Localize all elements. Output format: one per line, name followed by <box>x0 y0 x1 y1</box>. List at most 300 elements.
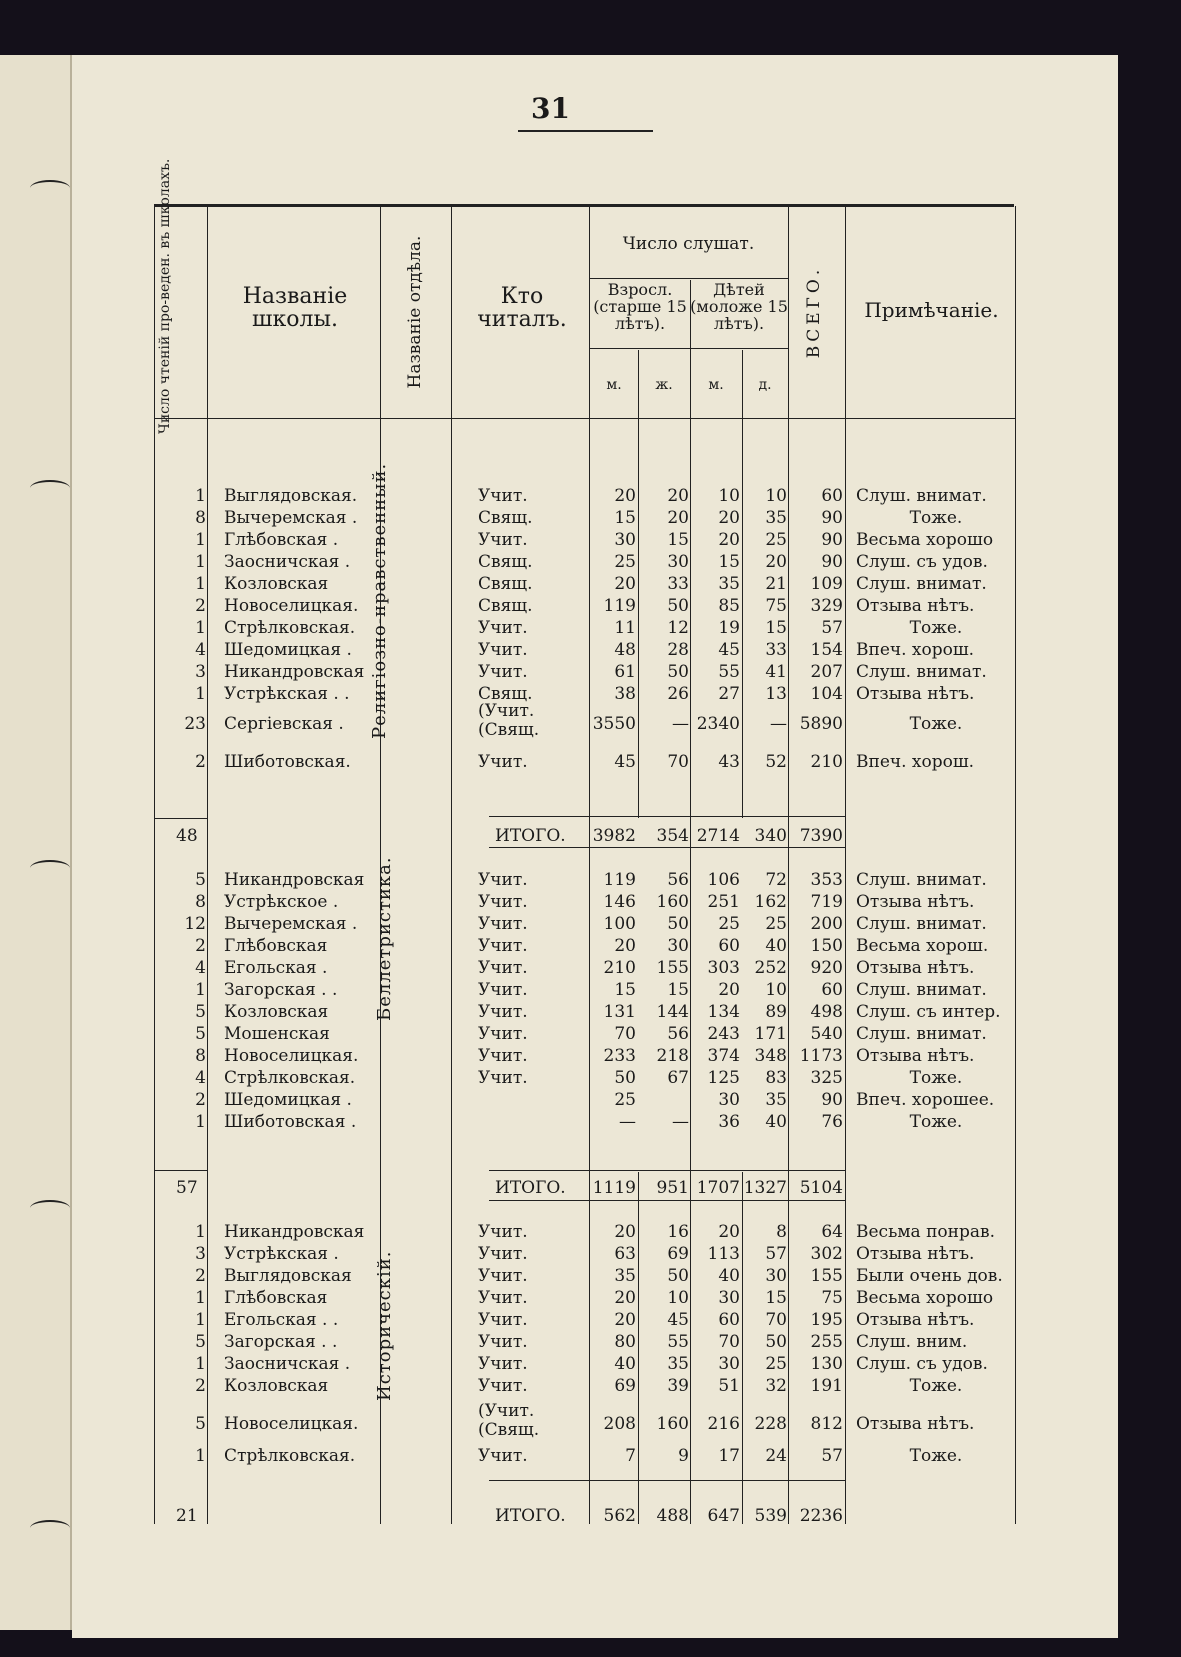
cell-reader: Учит. <box>478 1332 528 1352</box>
cell-total: 920 <box>810 958 843 978</box>
cell-note: Слуш. внимат. <box>856 486 987 506</box>
cell-children-boys: 251 <box>707 892 740 912</box>
cell-children-girls: 25 <box>765 914 787 934</box>
cell-note: Впеч. хорош. <box>856 640 975 660</box>
table-row <box>0 1310 1181 1334</box>
cell-school-name: Никандровская <box>224 662 365 682</box>
table-row <box>0 1068 1181 1092</box>
cell-reader: Учит. <box>478 1266 528 1286</box>
cell-total-label: ИТОГО. <box>495 1178 566 1198</box>
cell-children-girls: 35 <box>765 1090 787 1110</box>
cell-reader: Учит. <box>478 892 528 912</box>
cell-reader: (Учит. (Свящ. <box>478 1401 540 1440</box>
header-school-name: Названіе школы. <box>242 284 348 333</box>
cell-children-girls: 10 <box>765 980 787 1000</box>
cell-reader: Учит. <box>478 618 528 638</box>
cell-note: Отзыва нѣтъ. <box>856 596 975 616</box>
cell-adult-men: 100 <box>603 914 636 934</box>
cell-reader: Учит. <box>478 1046 528 1066</box>
cell-adult-men: 69 <box>614 1376 636 1396</box>
cell-adult-women: — <box>672 1112 689 1132</box>
cell-adult-women: 50 <box>667 914 689 934</box>
cell-reader: Учит. <box>478 958 528 978</box>
header-child-m: м. <box>708 377 724 393</box>
total-rule <box>154 1170 207 1171</box>
cell-note: Слуш. съ удов. <box>856 552 988 572</box>
cell-grand-total: 5104 <box>799 1178 843 1198</box>
cell-children-boys: 17 <box>718 1446 740 1466</box>
cell-children-boys: 113 <box>707 1244 740 1264</box>
cell-total: 57 <box>821 618 843 638</box>
cell-total-readings: 48 <box>176 826 198 846</box>
cell-children-boys: 216 <box>707 1414 740 1434</box>
cell-children-girls: 35 <box>765 508 787 528</box>
cell-children-boys: 27 <box>718 684 740 704</box>
cell-adult-men: — <box>619 1112 636 1132</box>
cell-readings-count: 5 <box>195 1024 206 1044</box>
cell-note: Отзыва нѣтъ. <box>856 1310 975 1330</box>
cell-note: Отзыва нѣтъ. <box>856 684 975 704</box>
cell-total-readings: 21 <box>176 1506 198 1526</box>
cell-children-boys: 303 <box>707 958 740 978</box>
cell-adult-women: 20 <box>667 508 689 528</box>
cell-adult-men: 15 <box>614 508 636 528</box>
cell-adult-men: 208 <box>603 1414 636 1434</box>
cell-total: 200 <box>810 914 843 934</box>
cell-adult-men: 20 <box>614 574 636 594</box>
cell-adult-women: — <box>672 714 689 734</box>
total-rule <box>489 1480 845 1481</box>
cell-adult-men: 146 <box>603 892 636 912</box>
cell-readings-count: 1 <box>195 1446 206 1466</box>
cell-total: 64 <box>821 1222 843 1242</box>
table-row <box>0 870 1181 894</box>
header-rule <box>589 348 788 349</box>
cell-reader: Учит. <box>478 1446 528 1466</box>
cell-reader: Учит. <box>478 662 528 682</box>
cell-adult-men: 131 <box>603 1002 636 1022</box>
cell-school-name: Вычеремская . <box>224 914 358 934</box>
cell-children-boys: 85 <box>718 596 740 616</box>
cell-children-girls: 171 <box>754 1024 787 1044</box>
cell-school-name: Егольская . . <box>224 1310 339 1330</box>
cell-adult-women: 69 <box>667 1244 689 1264</box>
cell-total: 210 <box>810 752 843 772</box>
cell-total-adult-women: 951 <box>656 1178 689 1198</box>
cell-readings-count: 4 <box>195 640 206 660</box>
cell-adult-women: 9 <box>678 1446 689 1466</box>
header-bottom-rule <box>154 418 1015 419</box>
table-row <box>0 574 1181 598</box>
cell-adult-men: 210 <box>603 958 636 978</box>
cell-adult-men: 25 <box>614 552 636 572</box>
cell-readings-count: 1 <box>195 618 206 638</box>
cell-children-boys: 20 <box>718 508 740 528</box>
cell-total-children-boys: 647 <box>707 1506 740 1526</box>
cell-adult-women: 67 <box>667 1068 689 1088</box>
cell-total-label: ИТОГО. <box>495 826 566 846</box>
cell-children-boys: 30 <box>718 1090 740 1110</box>
cell-school-name: Новоселицкая. <box>224 1046 359 1066</box>
cell-total: 130 <box>810 1354 843 1374</box>
cell-note: Тоже. <box>909 1112 963 1132</box>
cell-readings-count: 8 <box>195 508 206 528</box>
cell-school-name: Новоселицкая. <box>224 1414 359 1434</box>
cell-note: Отзыва нѣтъ. <box>856 1244 975 1264</box>
cell-total: 325 <box>810 1068 843 1088</box>
table-row <box>0 1401 1181 1440</box>
cell-adult-men: 7 <box>625 1446 636 1466</box>
cell-children-girls: 50 <box>765 1332 787 1352</box>
cell-children-girls: 8 <box>776 1222 787 1242</box>
section-label-religious: Религіозно-нравственный. <box>369 462 390 739</box>
cell-children-girls: 348 <box>754 1046 787 1066</box>
cell-adult-women: 160 <box>656 892 689 912</box>
cell-readings-count: 1 <box>195 574 206 594</box>
cell-reader: Учит. <box>478 914 528 934</box>
cell-children-girls: 57 <box>765 1244 787 1264</box>
cell-school-name: Новоселицкая. <box>224 596 359 616</box>
cell-children-girls: 33 <box>765 640 787 660</box>
cell-total: 90 <box>821 1090 843 1110</box>
header-listeners: Число слушат. <box>622 234 755 254</box>
cell-reader: Свящ. <box>478 596 533 616</box>
cell-children-boys: 15 <box>718 552 740 572</box>
cell-total-readings: 57 <box>176 1178 198 1198</box>
table-row <box>0 640 1181 664</box>
cell-adult-women: 12 <box>667 618 689 638</box>
cell-children-girls: 25 <box>765 1354 787 1374</box>
cell-reader: (Учит. (Свящ. <box>478 701 540 740</box>
cell-reader: Учит. <box>478 1354 528 1374</box>
cell-total-adult-men: 3982 <box>592 826 636 846</box>
table-row <box>0 486 1181 510</box>
cell-adult-women: 30 <box>667 552 689 572</box>
table-row <box>0 530 1181 554</box>
cell-children-girls: 32 <box>765 1376 787 1396</box>
cell-readings-count: 2 <box>195 1376 206 1396</box>
cell-children-boys: 30 <box>718 1354 740 1374</box>
cell-readings-count: 1 <box>195 486 206 506</box>
cell-school-name: Устрѣкская . <box>224 1244 339 1264</box>
cell-adult-men: 15 <box>614 980 636 1000</box>
table-row <box>0 1376 1181 1400</box>
cell-total: 150 <box>810 936 843 956</box>
cell-adult-women: 56 <box>667 870 689 890</box>
cell-adult-women: 50 <box>667 1266 689 1286</box>
table-row <box>0 958 1181 982</box>
cell-adult-men: 20 <box>614 1222 636 1242</box>
cell-readings-count: 1 <box>195 1112 206 1132</box>
cell-school-name: Шиботовская . <box>224 1112 357 1132</box>
header-num-readings: Число чтеній про-веден. въ школахъ. <box>157 158 173 434</box>
cell-adult-men: 11 <box>614 618 636 638</box>
cell-children-boys: 35 <box>718 574 740 594</box>
cell-adult-men: 63 <box>614 1244 636 1264</box>
cell-total: 104 <box>810 684 843 704</box>
table-row <box>0 1222 1181 1246</box>
cell-school-name: Стрѣлковская. <box>224 618 356 638</box>
cell-total: 109 <box>810 574 843 594</box>
cell-note: Весьма хорошо <box>856 1288 994 1308</box>
cell-note: Впеч. хорош. <box>856 752 975 772</box>
cell-total: 329 <box>810 596 843 616</box>
cell-adult-men: 35 <box>614 1266 636 1286</box>
cell-school-name: Козловская <box>224 574 329 594</box>
cell-total-adult-men: 562 <box>603 1506 636 1526</box>
table-row <box>0 1090 1181 1114</box>
table-row <box>0 1112 1181 1136</box>
cell-note: Отзыва нѣтъ. <box>856 892 975 912</box>
cell-total-children-girls: 340 <box>754 826 787 846</box>
cell-adult-women: 55 <box>667 1332 689 1352</box>
cell-adult-men: 20 <box>614 486 636 506</box>
cell-children-boys: 43 <box>718 752 740 772</box>
cell-readings-count: 1 <box>195 1222 206 1242</box>
cell-children-boys: 2340 <box>696 714 740 734</box>
cell-note: Слуш. съ удов. <box>856 1354 988 1374</box>
cell-adult-women: 15 <box>667 980 689 1000</box>
cell-children-girls: 252 <box>754 958 787 978</box>
cell-school-name: Стрѣлковская. <box>224 1068 356 1088</box>
cell-children-girls: 15 <box>765 1288 787 1308</box>
cell-reader: Учит. <box>478 936 528 956</box>
cell-children-boys: 125 <box>707 1068 740 1088</box>
cell-total: 1173 <box>799 1046 843 1066</box>
header-reader: Кто читалъ. <box>477 284 567 333</box>
cell-school-name: Шиботовская. <box>224 752 351 772</box>
cell-school-name: Шедомицкая . <box>224 640 352 660</box>
cell-children-girls: 20 <box>765 552 787 572</box>
cell-note: Тоже. <box>909 1446 963 1466</box>
cell-adult-men: 20 <box>614 936 636 956</box>
cell-reader: Учит. <box>478 1376 528 1396</box>
cell-adult-men: 80 <box>614 1332 636 1352</box>
cell-note: Слуш. внимат. <box>856 574 987 594</box>
cell-adult-men: 70 <box>614 1024 636 1044</box>
cell-readings-count: 8 <box>195 892 206 912</box>
cell-total-children-girls: 1327 <box>743 1178 787 1198</box>
table-row <box>0 1244 1181 1268</box>
cell-children-boys: 70 <box>718 1332 740 1352</box>
cell-adult-women: 50 <box>667 662 689 682</box>
cell-readings-count: 1 <box>195 980 206 1000</box>
cell-adult-men: 233 <box>603 1046 636 1066</box>
cell-readings-count: 5 <box>195 1002 206 1022</box>
cell-total: 498 <box>810 1002 843 1022</box>
cell-note: Весьма хорошо <box>856 530 994 550</box>
header-adult-m: м. <box>606 377 622 393</box>
header-dept-name: Названіе отдѣла. <box>405 235 425 389</box>
cell-note: Тоже. <box>909 714 963 734</box>
total-rule <box>154 818 207 819</box>
cell-children-girls: 21 <box>765 574 787 594</box>
total-row <box>0 1178 1181 1202</box>
cell-children-girls: 25 <box>765 530 787 550</box>
cell-total-adult-women: 354 <box>656 826 689 846</box>
cell-children-boys: 20 <box>718 980 740 1000</box>
cell-adult-women: 20 <box>667 486 689 506</box>
cell-readings-count: 4 <box>195 958 206 978</box>
cell-reader: Учит. <box>478 870 528 890</box>
cell-school-name: Заосничская . <box>224 1354 351 1374</box>
table-row <box>0 914 1181 938</box>
cell-grand-total: 7390 <box>799 826 843 846</box>
cell-children-boys: 243 <box>707 1024 740 1044</box>
cell-adult-women: 35 <box>667 1354 689 1374</box>
cell-readings-count: 5 <box>195 870 206 890</box>
cell-children-boys: 374 <box>707 1046 740 1066</box>
cell-readings-count: 3 <box>195 1244 206 1264</box>
cell-children-girls: 72 <box>765 870 787 890</box>
cell-total: 154 <box>810 640 843 660</box>
cell-school-name: Загорская . . <box>224 1332 338 1352</box>
cell-children-girls: 10 <box>765 486 787 506</box>
table-row <box>0 596 1181 620</box>
cell-readings-count: 3 <box>195 662 206 682</box>
cell-adult-women: 218 <box>656 1046 689 1066</box>
cell-total-label: ИТОГО. <box>495 1506 566 1526</box>
cell-adult-women: 39 <box>667 1376 689 1396</box>
cell-adult-men: 119 <box>603 596 636 616</box>
cell-reader: Свящ. <box>478 508 533 528</box>
cell-readings-count: 2 <box>195 752 206 772</box>
cell-total-adult-women: 488 <box>656 1506 689 1526</box>
cell-adult-men: 50 <box>614 1068 636 1088</box>
cell-readings-count: 2 <box>195 936 206 956</box>
header-child-d: д. <box>758 377 772 393</box>
cell-total: 255 <box>810 1332 843 1352</box>
cell-reader: Учит. <box>478 1310 528 1330</box>
cell-school-name: Загорская . . <box>224 980 338 1000</box>
cell-note: Тоже. <box>909 1068 963 1088</box>
cell-children-boys: 106 <box>707 870 740 890</box>
cell-adult-women: 30 <box>667 936 689 956</box>
cell-adult-women: 28 <box>667 640 689 660</box>
cell-readings-count: 5 <box>195 1414 206 1434</box>
cell-total-adult-men: 1119 <box>592 1178 636 1198</box>
cell-note: Отзыва нѣтъ. <box>856 1414 975 1434</box>
cell-adult-men: 25 <box>614 1090 636 1110</box>
table-row <box>0 684 1181 708</box>
table-row <box>0 701 1181 740</box>
cell-adult-men: 48 <box>614 640 636 660</box>
cell-note: Слуш. внимат. <box>856 914 987 934</box>
cell-reader: Учит. <box>478 1068 528 1088</box>
cell-adult-men: 61 <box>614 662 636 682</box>
cell-total: 76 <box>821 1112 843 1132</box>
cell-total: 90 <box>821 508 843 528</box>
cell-reader: Учит. <box>478 530 528 550</box>
cell-total: 191 <box>810 1376 843 1396</box>
cell-adult-women: 50 <box>667 596 689 616</box>
cell-total: 90 <box>821 530 843 550</box>
cell-children-girls: 24 <box>765 1446 787 1466</box>
cell-school-name: Глѣбовская . <box>224 530 339 550</box>
section-label-historical: Историческій. <box>374 1250 395 1401</box>
cell-school-name: Сергіевская . <box>224 714 344 734</box>
cell-children-boys: 60 <box>718 1310 740 1330</box>
cell-school-name: Устрѣкская . . <box>224 684 350 704</box>
table-row <box>0 1446 1181 1470</box>
header-note: Примѣчаніе. <box>864 298 999 322</box>
cell-children-boys: 20 <box>718 530 740 550</box>
cell-school-name: Мошенская <box>224 1024 330 1044</box>
table-row <box>0 1332 1181 1356</box>
cell-readings-count: 1 <box>195 1354 206 1374</box>
cell-school-name: Никандровская <box>224 1222 365 1242</box>
cell-children-boys: 10 <box>718 486 740 506</box>
cell-total: 60 <box>821 486 843 506</box>
cell-school-name: Шедомицкая . <box>224 1090 352 1110</box>
table-row <box>0 1002 1181 1026</box>
cell-total: 195 <box>810 1310 843 1330</box>
cell-note: Тоже. <box>909 1376 963 1396</box>
cell-note: Слуш. внимат. <box>856 1024 987 1044</box>
cell-reader: Учит. <box>478 640 528 660</box>
table-row <box>0 980 1181 1004</box>
cell-adult-women: 16 <box>667 1222 689 1242</box>
cell-adult-men: 20 <box>614 1288 636 1308</box>
cell-children-boys: 60 <box>718 936 740 956</box>
table-row <box>0 1266 1181 1290</box>
cell-adult-men: 3550 <box>592 714 636 734</box>
cell-readings-count: 4 <box>195 1068 206 1088</box>
cell-children-boys: 25 <box>718 914 740 934</box>
cell-school-name: Глѣбовская <box>224 1288 328 1308</box>
cell-children-girls: 162 <box>754 892 787 912</box>
total-row <box>0 826 1181 850</box>
cell-note: Слуш. вним. <box>856 1332 968 1352</box>
cell-note: Слуш. внимат. <box>856 662 987 682</box>
cell-school-name: Заосничская . <box>224 552 351 572</box>
cell-children-girls: 228 <box>754 1414 787 1434</box>
table-row <box>0 1288 1181 1312</box>
cell-grand-total: 2236 <box>799 1506 843 1526</box>
cell-readings-count: 1 <box>195 552 206 572</box>
cell-readings-count: 2 <box>195 1090 206 1110</box>
table-row <box>0 552 1181 576</box>
cell-reader: Свящ. <box>478 684 533 704</box>
cell-reader: Свящ. <box>478 552 533 572</box>
cell-total: 207 <box>810 662 843 682</box>
cell-total: 719 <box>810 892 843 912</box>
cell-children-girls: 41 <box>765 662 787 682</box>
cell-note: Отзыва нѣтъ. <box>856 958 975 978</box>
cell-adult-women: 15 <box>667 530 689 550</box>
cell-readings-count: 1 <box>195 684 206 704</box>
cell-children-girls: 40 <box>765 936 787 956</box>
cell-children-girls: 15 <box>765 618 787 638</box>
cell-total: 60 <box>821 980 843 1000</box>
cell-children-girls: 89 <box>765 1002 787 1022</box>
cell-adult-women: 45 <box>667 1310 689 1330</box>
cell-adult-women: 10 <box>667 1288 689 1308</box>
cell-total-children-girls: 539 <box>754 1506 787 1526</box>
cell-children-girls: 52 <box>765 752 787 772</box>
cell-total-children-boys: 1707 <box>696 1178 740 1198</box>
cell-children-girls: 75 <box>765 596 787 616</box>
cell-children-girls: 40 <box>765 1112 787 1132</box>
cell-children-boys: 36 <box>718 1112 740 1132</box>
cell-note: Слуш. съ интер. <box>856 1002 1001 1022</box>
cell-adult-women: 144 <box>656 1002 689 1022</box>
cell-children-boys: 51 <box>718 1376 740 1396</box>
cell-readings-count: 1 <box>195 530 206 550</box>
cell-total: 155 <box>810 1266 843 1286</box>
total-rule <box>489 1170 845 1171</box>
cell-readings-count: 8 <box>195 1046 206 1066</box>
